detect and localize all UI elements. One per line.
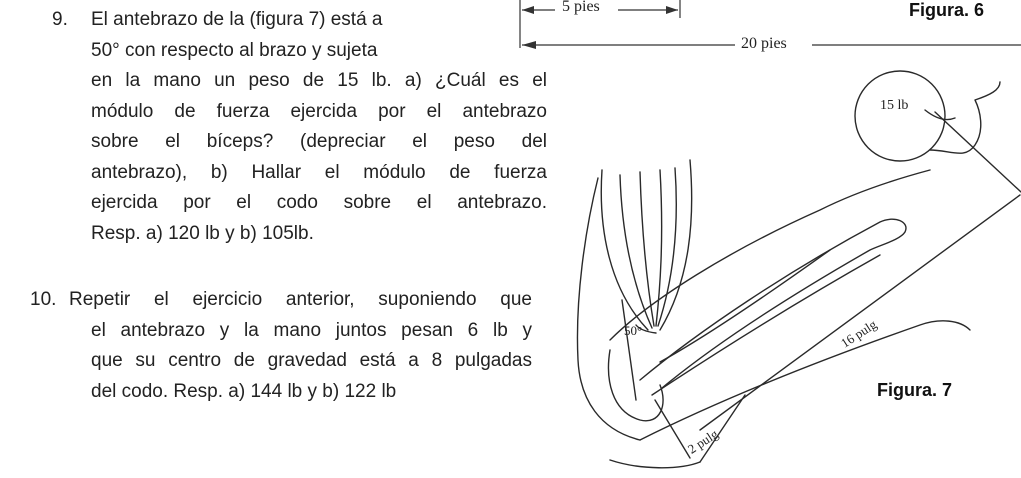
problem-line: El antebrazo de la (figura 7) está a [91, 9, 383, 30]
problem-line: Repetir el ejercicio anterior, suponiendo que [69, 289, 532, 310]
angle-label: 50° [624, 323, 643, 338]
dimension-20-pies: 20 pies [741, 35, 787, 52]
problem-line: antebrazo), b) Hallar el módulo de fuerza [91, 161, 547, 183]
problem-line: 50° con respecto al brazo y sujeta [91, 39, 378, 61]
problem-number: 10. [30, 289, 57, 310]
biceps-distance-label: 2 pulg [685, 426, 721, 457]
problem-line: en la mano un peso de 15 lb. a) ¿Cuál es el [91, 70, 547, 91]
problem-line: sobre el bíceps? (depreciar el peso del [91, 131, 547, 152]
problem-line: que su centro de gravedad está a 8 pulgadas [91, 350, 532, 371]
problem-line: ejercida por el codo sobre el antebrazo. [91, 192, 547, 213]
problem-line: el antebrazo y la mano juntos pesan 6 lb y [91, 319, 532, 341]
problem-line: Resp. a) 120 lb y b) 105lb. [91, 222, 314, 244]
figure-6-label: Figura. 6 [909, 0, 985, 20]
problem-line: del codo. Resp. a) 144 lb y b) 122 lb [91, 380, 397, 402]
figure-7-label: Figura. 7 [877, 380, 953, 400]
weight-label: 15 lb [880, 98, 909, 113]
dimension-5-pies: 5 pies [562, 0, 600, 15]
problem-number: 9. [52, 9, 68, 30]
forearm-length-label: 16 pulg [838, 316, 880, 351]
problem-line: módulo de fuerza ejercida por el antebrazo [91, 100, 547, 122]
